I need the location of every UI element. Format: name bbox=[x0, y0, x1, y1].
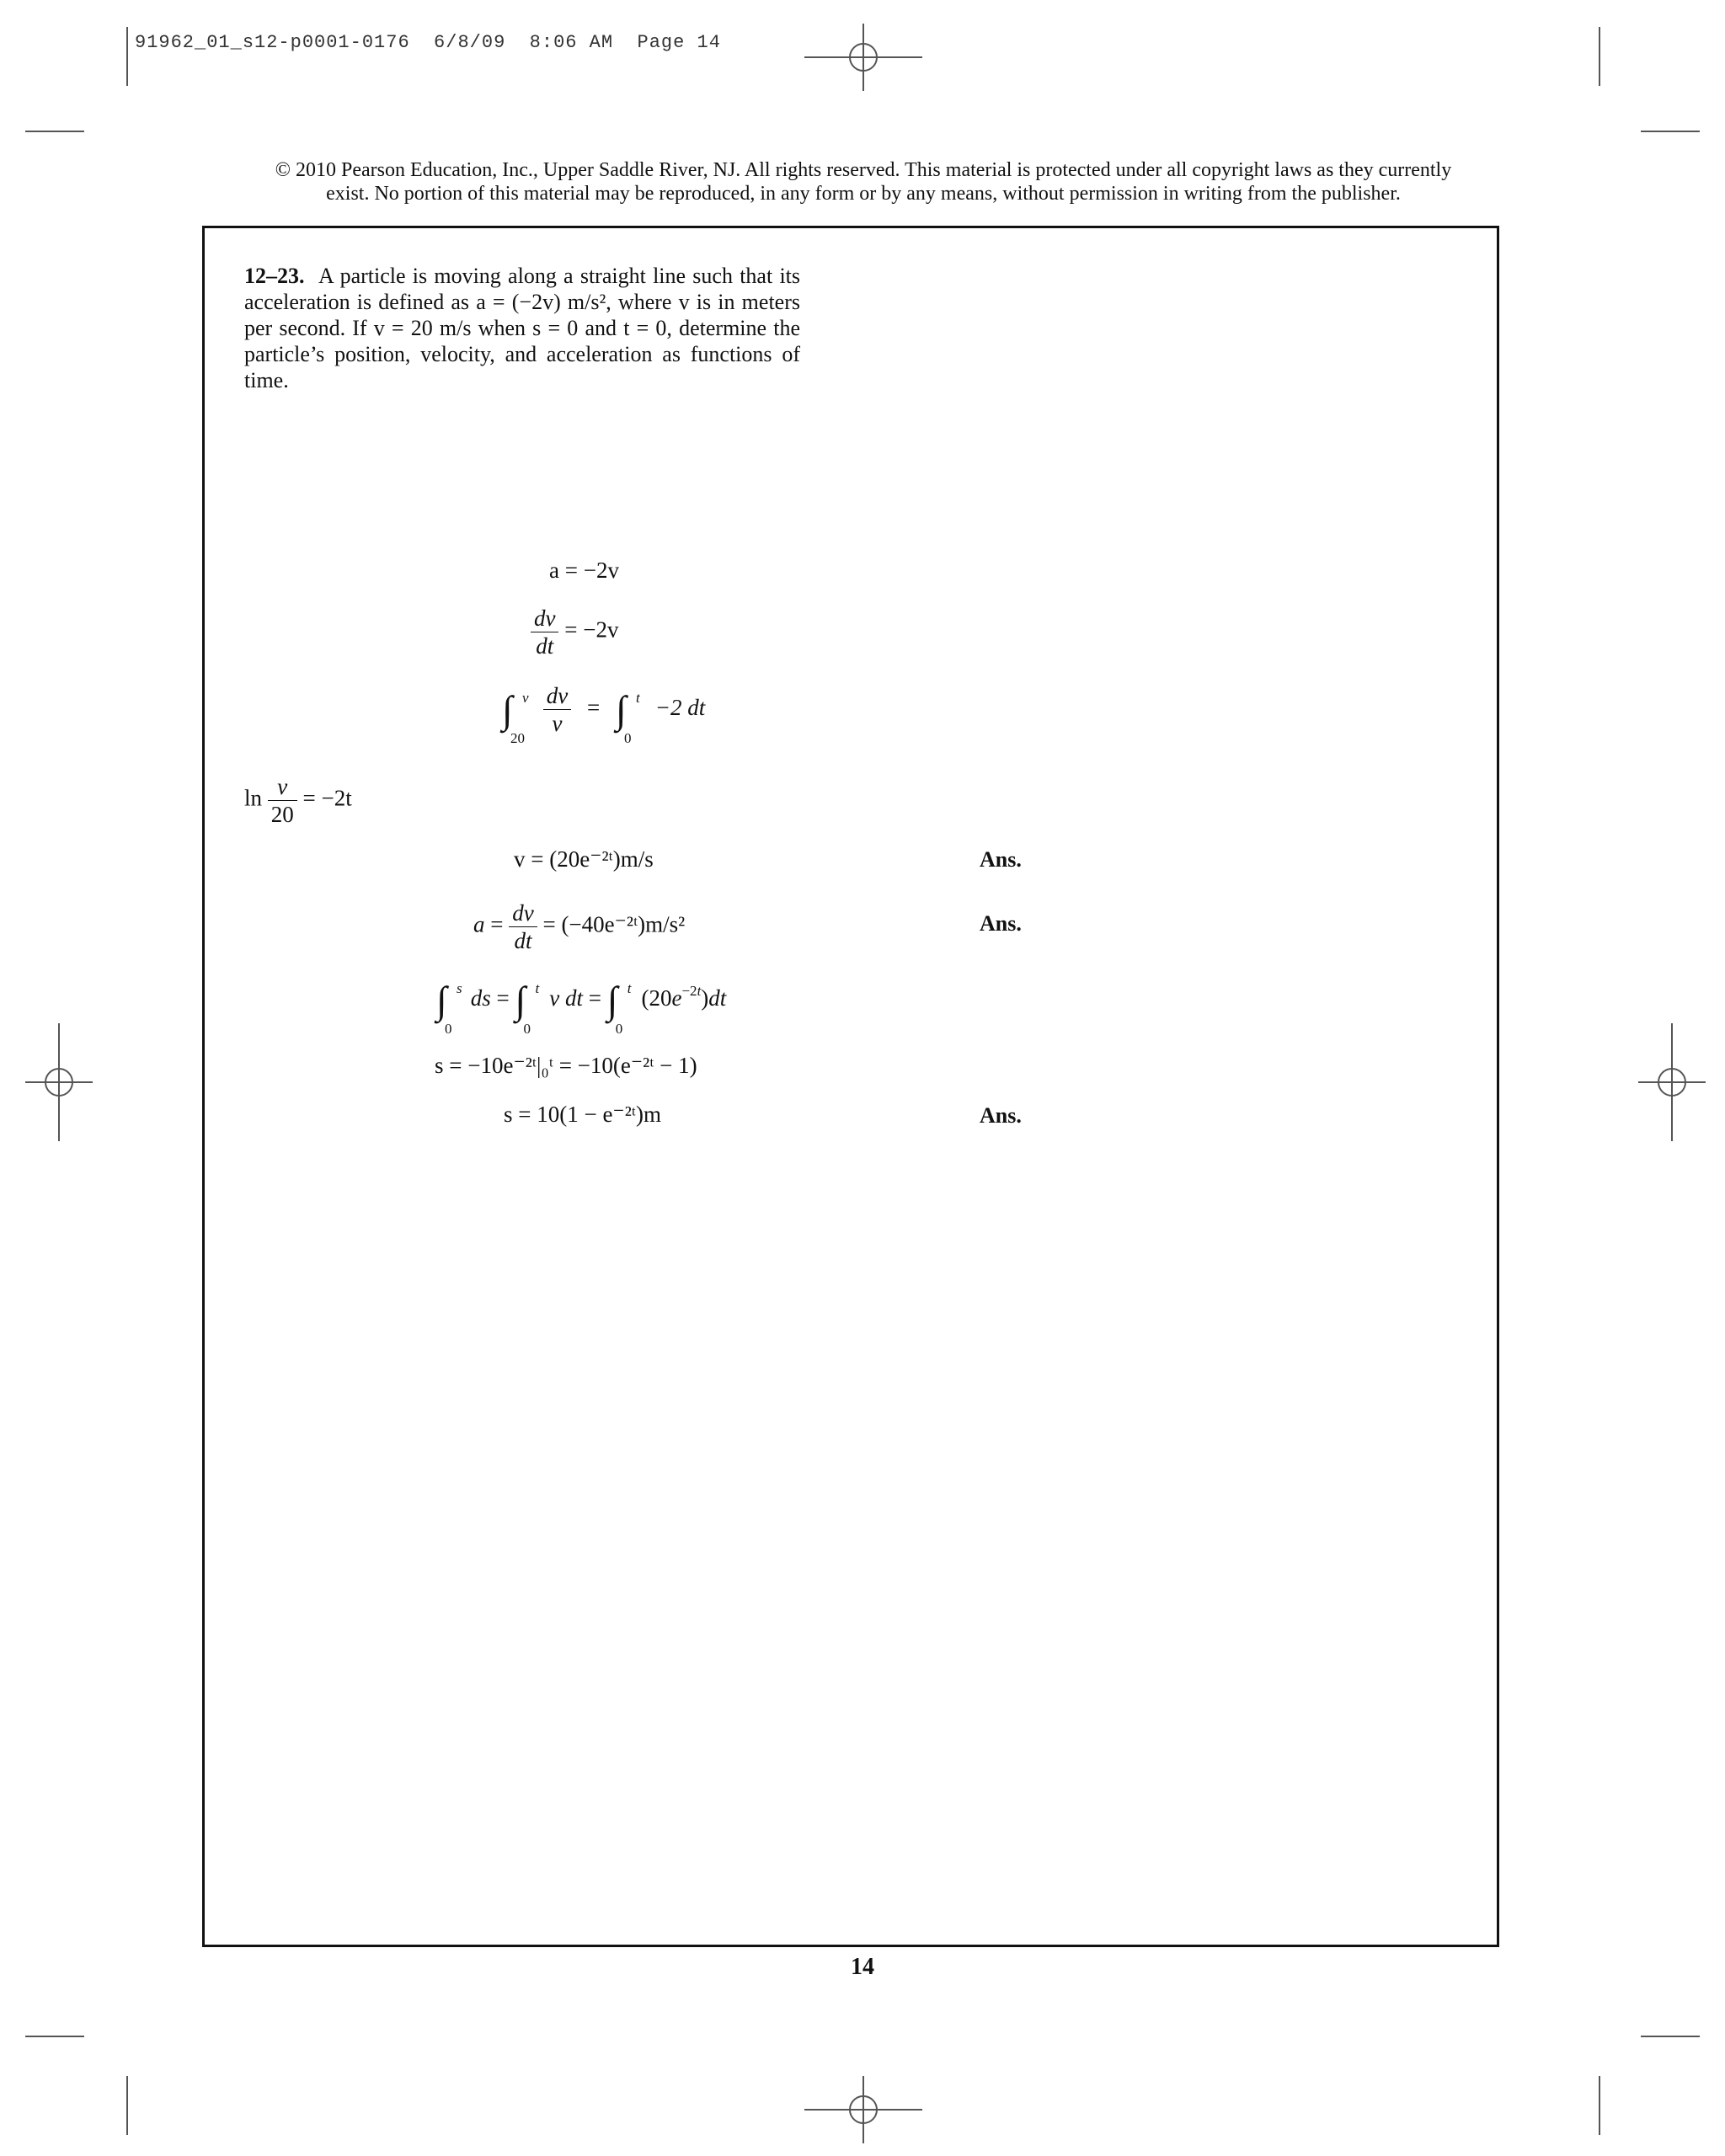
registration-mark-icon bbox=[804, 2076, 922, 2143]
fraction-v-20: $\frac{v}{20}$ bbox=[268, 773, 297, 828]
solution-frame bbox=[202, 226, 1499, 1947]
equation-log bbox=[244, 773, 352, 828]
problem-number: 12–23. bbox=[244, 264, 305, 288]
crop-mark bbox=[126, 2076, 128, 2135]
crop-mark bbox=[25, 131, 84, 132]
equation-position-integral: ∫ s 0 ds = ∫ t 0 v dt = ∫ t 0 $(20e^{-2t})dt$ bbox=[436, 979, 727, 1037]
crop-mark bbox=[1599, 2076, 1600, 2135]
answer-label: Ans. bbox=[980, 911, 1022, 936]
registration-mark-icon bbox=[804, 24, 922, 91]
print-slug-line: 91962_01_s12-p0001-0176 6/8/09 8:06 AM Page 14 bbox=[135, 32, 721, 53]
equation-rhs: = (−40e⁻²ᵗ)m/s² bbox=[542, 911, 686, 937]
integral-sign: ∫ s 0 bbox=[436, 979, 462, 1037]
registration-mark-icon bbox=[25, 1023, 93, 1141]
fraction-dv-dt: $\frac{dv}{dt}$ bbox=[531, 605, 558, 659]
integral-sign: ∫ v 20 bbox=[502, 687, 529, 746]
problem-statement bbox=[244, 263, 800, 393]
equation-dv-dt bbox=[531, 605, 618, 659]
equation-position-eval: s = −10e⁻²ᵗ|₀ᵗ = −10(e⁻²ᵗ − 1) bbox=[435, 1053, 697, 1078]
registration-mark-icon bbox=[1638, 1023, 1706, 1141]
copyright-notice bbox=[194, 158, 1533, 205]
equation-rhs: −2 dt bbox=[654, 694, 706, 720]
crop-mark bbox=[25, 2036, 84, 2037]
crop-mark bbox=[1599, 27, 1600, 86]
copyright-line-1: © 2010 Pearson Education, Inc., Upper Saddle River, NJ. All rights reserved. This material is protected under all copyright laws as they currently bbox=[275, 159, 1452, 181]
answer-label: Ans. bbox=[980, 1103, 1022, 1128]
fraction-dv-dt: $\frac{dv}{dt}$ bbox=[509, 899, 537, 954]
equation-position: s = 10(1 − e⁻²ᵗ)m bbox=[504, 1102, 661, 1127]
crop-mark bbox=[126, 27, 128, 86]
crop-mark bbox=[1641, 131, 1700, 132]
equation-rhs: = −2t bbox=[302, 785, 352, 811]
log-function: ln bbox=[244, 785, 263, 811]
page-number: 14 bbox=[851, 1954, 874, 1980]
integral-sign: ∫ t 0 bbox=[515, 979, 540, 1037]
equation-velocity: v = (20e⁻²ᵗ)m/s bbox=[514, 846, 654, 872]
equation-integral-setup: ∫ v 20 $\frac{dv}{v}$ = ∫ t 0 −2 dt bbox=[502, 683, 706, 746]
equation-acceleration: a = −2v bbox=[549, 558, 619, 583]
integral-sign: ∫ t 0 bbox=[615, 687, 640, 746]
answer-label: Ans. bbox=[980, 847, 1022, 872]
equation-acceleration-time: a = $\frac{dv}{dt}$ = (−40e⁻²ᵗ)m/s² bbox=[473, 900, 686, 953]
problem-text: A particle is moving along a straight line such that its acceleration is defined as a = (−2v) m/s², where v is in meters per second. If v = 20 m/s when s = 0 and t = 0, determine the particle’s position, velocity, and acceleration as functions of time. bbox=[244, 264, 801, 392]
integral-sign: ∫ t 0 bbox=[606, 979, 632, 1037]
copyright-line-2: exist. No portion of this material may be reproduced, in any form or by any means, without permission in writing from the publisher. bbox=[326, 183, 1401, 205]
fraction-dv-v: $\frac{dv}{v}$ bbox=[543, 682, 571, 737]
equation-rhs: = −2v bbox=[564, 616, 619, 643]
crop-mark bbox=[1641, 2036, 1700, 2037]
